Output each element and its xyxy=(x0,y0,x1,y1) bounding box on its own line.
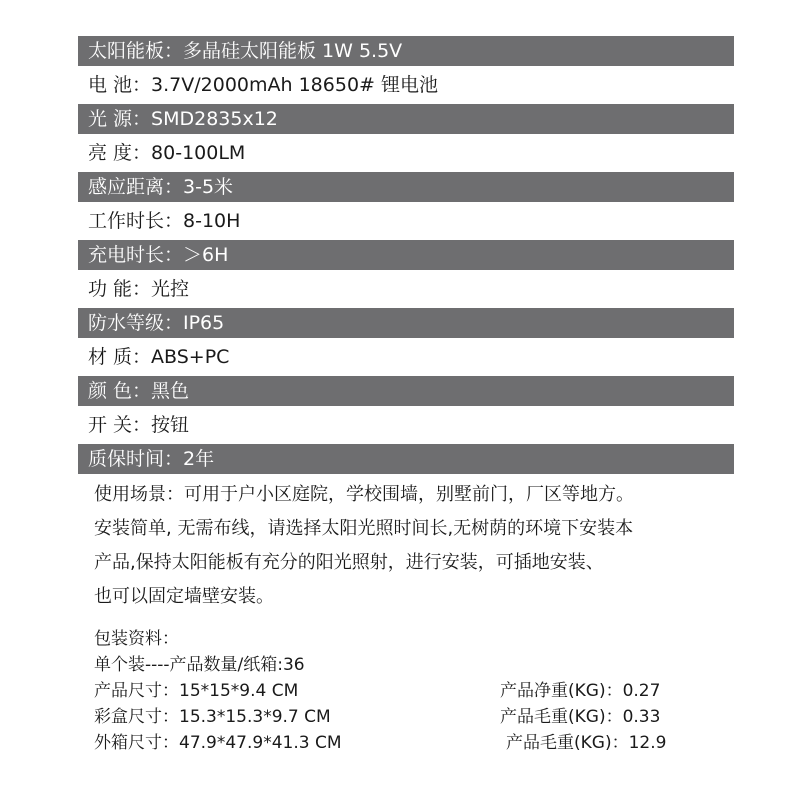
packaging-row xyxy=(94,730,714,756)
product-size: 产品尺寸：15*15*9.4 CM xyxy=(94,681,299,701)
color-box-size: 彩盒尺寸：15.3*15.3*9.7 CM xyxy=(94,707,331,727)
description-line: 产品,保持太阳能板有充分的阳光照射，进行安装，可插地安装、 xyxy=(94,552,604,573)
description-line: 安装简单, 无需布线，请选择太阳光照时间长,无树荫的环境下安装本 xyxy=(94,518,634,539)
spec-row-material: 材 质：ABS+PC xyxy=(78,338,734,376)
spec-row-battery: 电 池：3.7V/2000mAh 18650# 锂电池 xyxy=(78,66,734,104)
packaging-quantity: 单个装----产品数量/纸箱:36 xyxy=(94,655,305,675)
spec-row-solar-panel: 太阳能板：多晶硅太阳能板 1W 5.5V xyxy=(78,36,734,66)
spec-row-warranty: 质保时间：2年 xyxy=(78,444,734,474)
spec-row-working-time: 工作时长：8-10H xyxy=(78,202,734,240)
spec-row-function: 功 能：光控 xyxy=(78,270,734,308)
spec-row-charging-time: 充电时长：＞6H xyxy=(78,240,734,270)
spec-row-sensing-distance: 感应距离：3-5米 xyxy=(78,172,734,202)
spec-row-switch: 开 关：按钮 xyxy=(78,406,734,444)
spec-row-waterproof: 防水等级：IP65 xyxy=(78,308,734,338)
packaging-title: 包装资料： xyxy=(94,629,179,649)
product-net-weight: 产品净重(KG)：0.27 xyxy=(500,681,661,701)
description-line: 使用场景：可用于户小区庭院，学校围墙，别墅前门，厂区等地方。 xyxy=(94,484,634,505)
packaging-row xyxy=(94,678,714,704)
packaging-row xyxy=(94,704,714,730)
outer-box-size: 外箱尺寸：47.9*47.9*41.3 CM xyxy=(94,733,342,753)
spec-row-light-source: 光 源：SMD2835x12 xyxy=(78,104,734,134)
spec-row-color: 颜 色：黑色 xyxy=(78,376,734,406)
description-line: 也可以固定墙壁安装。 xyxy=(94,586,274,607)
carton-gross-weight: 产品毛重(KG)：12.9 xyxy=(506,733,667,753)
packaging-info xyxy=(94,626,714,756)
usage-description xyxy=(94,478,754,614)
spec-row-brightness: 亮 度：80-100LM xyxy=(78,134,734,172)
spec-table xyxy=(78,36,734,474)
product-gross-weight: 产品毛重(KG)：0.33 xyxy=(500,707,661,727)
